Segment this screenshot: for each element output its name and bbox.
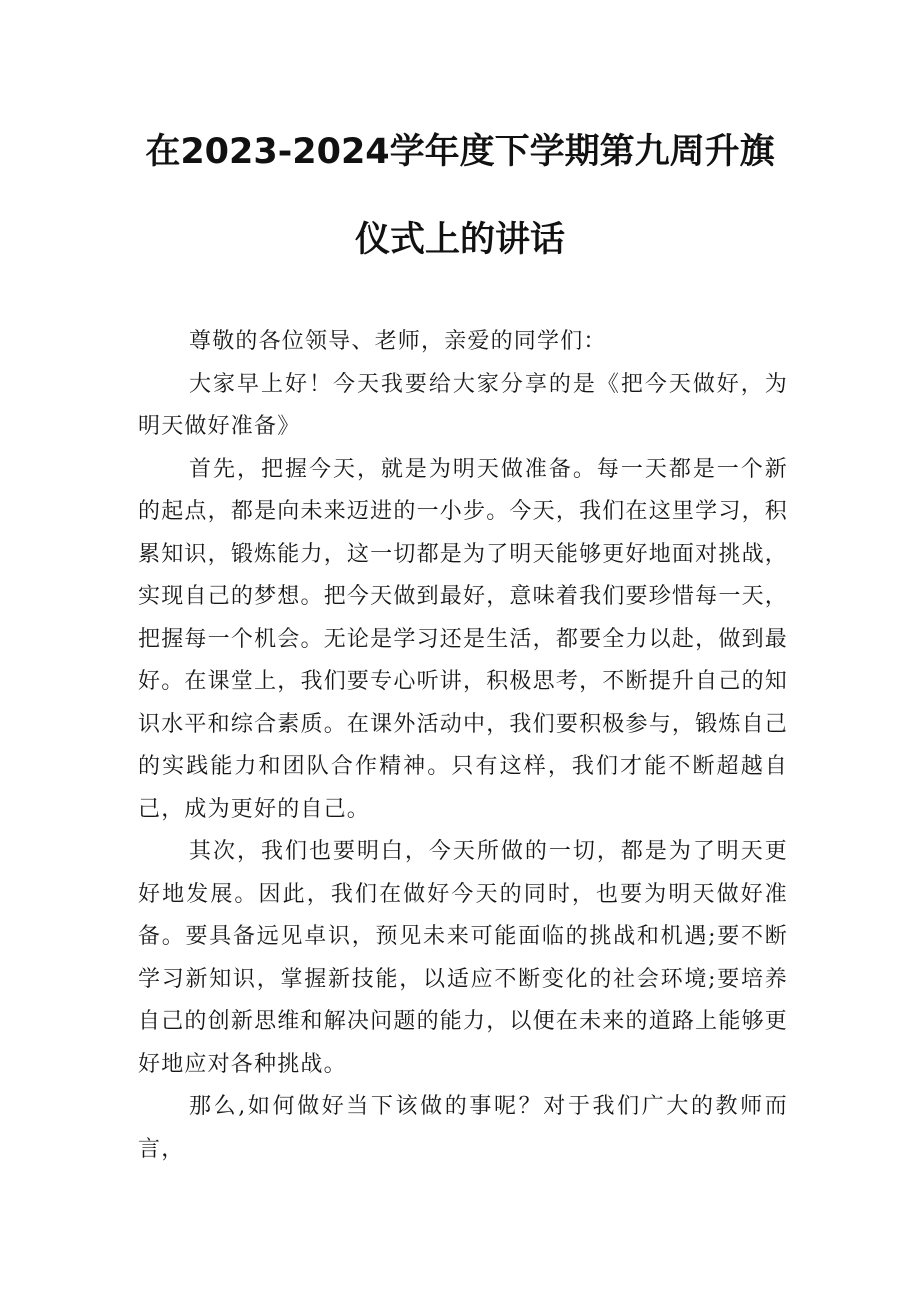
question-paragraph: 那么,如何做好当下该做的事呢？对于我们广大的教师而言， [138, 1094, 788, 1162]
document-title-line-1: 在2023-2024学年度下学期第九周升旗 [145, 132, 775, 172]
document-body [138, 321, 788, 1171]
greeting-paragraph: 大家早上好！今天我要给大家分享的是《把今天做好，为明天做好准备》 [138, 371, 788, 439]
document-title-line-2: 仪式上的讲话 [354, 220, 565, 260]
first-point-paragraph: 首先，把握今天，就是为明天做准备。每一天都是一个新的起点，都是向未来迈进的一小步。今天，我们在这里学习，积累知识，锻炼能力，这一切都是为了明天能够更好地面对挑战，实现自己的梦想。把今天做到最好，意味着我们要珍惜每一天，把握每一个机会。无论是学习还是生活，都要全力以赴，做到最好。在课堂上，我们要专心听讲，积极思考，不断提升自己的知识水平和综合素质。在课外活动中，我们要积极参与，锻炼自己的实践能力和团队合作精神。只有这样，我们才能不断超越自己，成为更好的自己。 [138, 456, 788, 822]
salutation-paragraph: 尊敬的各位领导、老师，亲爱的同学们： [189, 329, 607, 354]
second-point-paragraph: 其次，我们也要明白，今天所做的一切，都是为了明天更好地发展。因此，我们在做好今天的同时，也要为明天做好准备。要具备远见卓识，预见未来可能面临的挑战和机遇;要不断学习新知识，掌握新技能，以适应不断变化的社会环境;要培养自己的创新思维和解决问题的能力，以便在未来的道路上能够更好地应对各种挑战。 [138, 839, 788, 1077]
